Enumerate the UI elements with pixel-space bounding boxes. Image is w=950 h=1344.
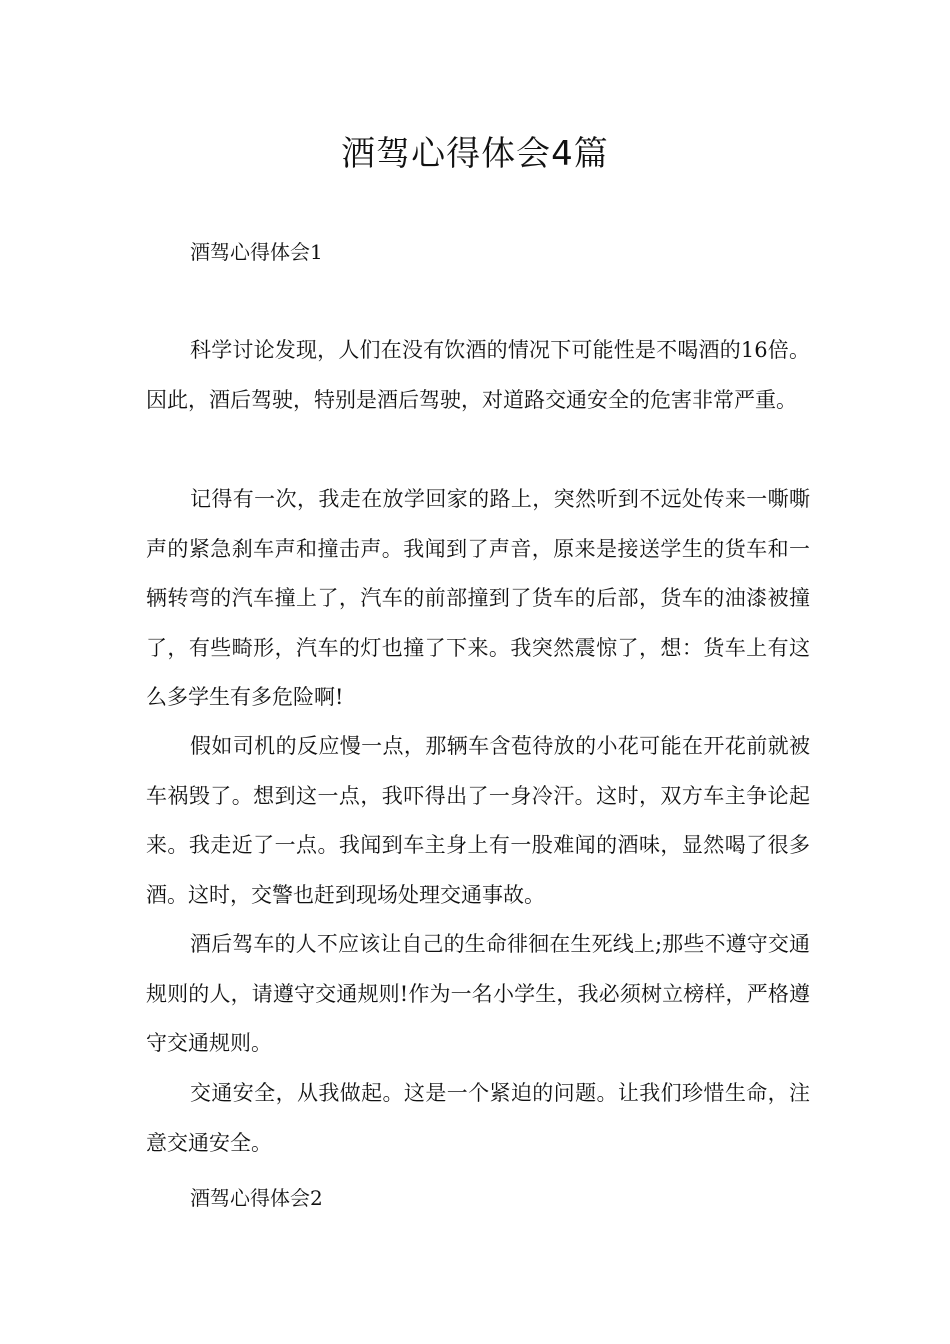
section-heading-1: 酒驾心得体会1 [190,240,323,264]
paragraph-4: 酒后驾车的人不应该让自己的生命徘徊在生死线上;那些不遵守交通规则的人，请遵守交通规则!作为一名小学生，我必须树立榜样，严格遵守交通规则。 [146,932,810,1055]
paragraph-5: 交通安全，从我做起。这是一个紧迫的问题。让我们珍惜生命，注意交通安全。 [146,1081,810,1155]
paragraph-2: 记得有一次，我走在放学回家的路上，突然听到不远处传来一嘶嘶声的紧急刹车声和撞击声。我闻到了声音，原来是接送学生的货车和一辆转弯的汽车撞上了，汽车的前部撞到了货车的后部，货车的油漆被撞了，有些畸形，汽车的灯也撞了下来。我突然震惊了，想：货车上有这么多学生有多危险啊! [146,487,810,709]
paragraph-3: 假如司机的反应慢一点，那辆车含苞待放的小花可能在开花前就被车祸毁了。想到这一点，我吓得出了一身冷汗。这时，双方车主争论起来。我走近了一点。我闻到车主身上有一股难闻的酒味，显然喝了很多酒。这时，交警也赶到现场处理交通事故。 [146,734,810,907]
paragraph-1: 科学讨论发现，人们在没有饮酒的情况下可能性是不喝酒的16倍。因此，酒后驾驶，特别是酒后驾驶，对道路交通安全的危害非常严重。 [146,338,810,412]
document-title: 酒驾心得体会4篇 [341,134,609,174]
section-heading-2: 酒驾心得体会2 [190,1186,323,1210]
